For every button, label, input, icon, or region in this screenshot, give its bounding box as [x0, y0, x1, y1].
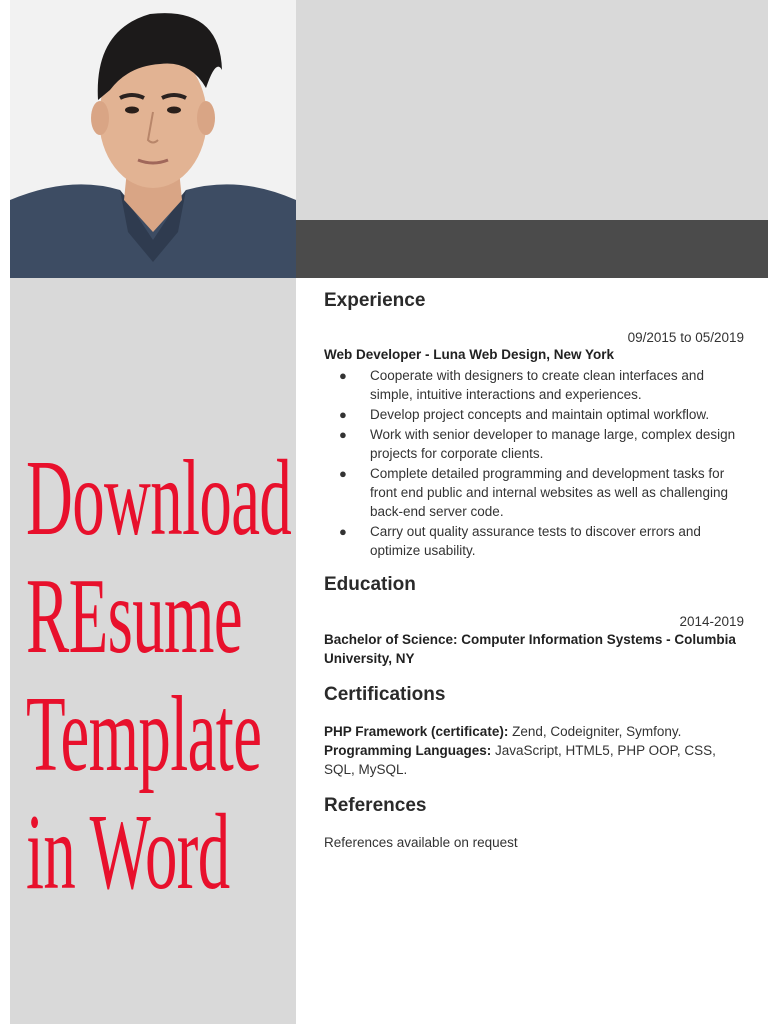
- bullet-icon: ●: [339, 427, 347, 442]
- list-item: [324, 522, 750, 560]
- job-title: Web Developer - Luna Web Design, New York: [324, 347, 615, 362]
- references-heading: References: [324, 795, 427, 816]
- promo-line: Template: [26, 675, 262, 794]
- cert-lang-label: Programming Languages:: [324, 743, 492, 758]
- bullet-text: Cooperate with designers to create clean interfaces and simple, intuitive interactions and experiences.: [370, 368, 704, 402]
- list-item: [324, 425, 750, 463]
- promo-line: Download: [26, 439, 292, 558]
- promo-line: REsume: [26, 557, 242, 676]
- bullet-icon: ●: [339, 368, 347, 383]
- bullet-text: Carry out quality assurance tests to discover errors and optimize usability.: [370, 524, 701, 558]
- experience-heading: Experience: [324, 290, 426, 311]
- list-item: [324, 464, 750, 521]
- experience-date: 09/2015 to 05/2019: [627, 330, 744, 345]
- cert-php-line: [324, 722, 744, 741]
- cert-php-value: Zend, Codeigniter, Symfony.: [508, 724, 682, 739]
- bullet-icon: ●: [339, 407, 347, 422]
- references-text: References available on request: [324, 835, 518, 850]
- resume-content: [324, 290, 744, 850]
- cert-php-label: PHP Framework (certificate):: [324, 724, 509, 739]
- bullet-icon: ●: [339, 524, 347, 539]
- bullet-text: Complete detailed programming and development tasks for front end public and internal websites as well as challenging back-end server code.: [370, 466, 728, 519]
- list-item: [324, 366, 750, 404]
- cert-lang-value: JavaScript, HTML5, PHP OOP, CSS, SQL, MySQL.: [324, 743, 716, 777]
- certifications-heading: Certifications: [324, 684, 446, 705]
- education-section: [324, 574, 744, 668]
- experience-section: [324, 290, 744, 560]
- education-date: 2014-2019: [679, 614, 744, 629]
- bullet-icon: ●: [339, 466, 347, 481]
- profile-photo: [10, 0, 296, 278]
- promo-line: in Word: [26, 793, 230, 912]
- cert-lang-line: [324, 741, 744, 779]
- bullet-text: Work with senior developer to manage large, complex design projects for corporate clients.: [370, 427, 736, 461]
- download-promo-overlay: [26, 440, 316, 912]
- education-degree: Bachelor of Science: Computer Information Systems - Columbia University, NY: [324, 632, 736, 666]
- page-margin: [0, 0, 10, 1024]
- certifications-body: [324, 722, 744, 779]
- bullet-text: Develop project concepts and maintain optimal workflow.: [370, 407, 710, 422]
- education-heading: Education: [324, 574, 416, 595]
- experience-bullets: [324, 366, 744, 560]
- certifications-section: [324, 684, 744, 779]
- list-item: [324, 405, 750, 424]
- references-section: [324, 795, 744, 850]
